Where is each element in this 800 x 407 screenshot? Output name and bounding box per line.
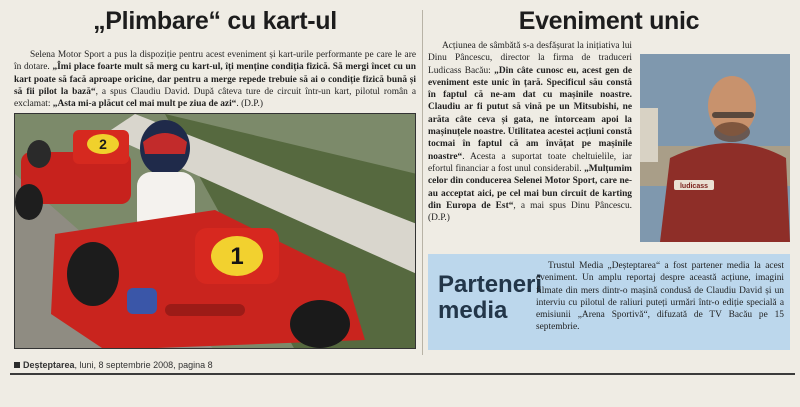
portrait-illustration	[640, 54, 790, 242]
right-article-body	[428, 40, 632, 224]
left-headline: „Plimbare“ cu kart-ul	[93, 7, 337, 35]
left-article-body	[14, 49, 416, 110]
left-body-quote: „Asta mi-a plăcut cel mai mult pe ziua de azi“	[52, 99, 237, 110]
page-footer	[14, 360, 213, 370]
footer-publication: Deșteptarea	[23, 360, 75, 370]
left-article	[14, 6, 416, 358]
portrait-photo	[640, 54, 790, 242]
media-partner-title	[438, 271, 543, 324]
back-kart-number: 2	[99, 136, 107, 152]
right-headline: Eveniment unic	[518, 7, 700, 35]
kart-photo	[14, 113, 416, 349]
footer-details: , luni, 8 septembrie 2008, pagina 8	[74, 360, 213, 370]
left-body-part: , a spus Claudiu David. După câteva ture de circuit într-un kart, pilotul român a exclamat:	[14, 86, 416, 110]
left-body-part: . (D.P.)	[236, 99, 263, 110]
right-body-part: Acțiunea de sâmbătă s-a desfășurat la inițiativa lui Dinu Pâncescu, director la firma de traduceri Ludicass Bacău:	[428, 41, 632, 76]
right-body-quote: „Mulțumim celor din conducerea Selenei Motor Sport, care ne-au acceptat aici, pe cel mai bun circuit de karting din Europa de Est“	[428, 163, 632, 211]
media-partner-text: Trustul Media „Deșteptarea“ a fost partener media la acest eveniment. Un amplu reportaj despre această acțiune, imagini filmate din mers dintr-o mașină condusă de Claudiu David și un interviu cu pilotul de raliuri puteți urmări într-o ediție specială a emisiunii „Arena Sportivă“, difuzată de TV Bacău pe 15 septembrie.	[536, 261, 784, 333]
media-title-line2: media	[438, 297, 508, 324]
right-body-part: , a mai spus Dinu Pâncescu. (D.P.)	[428, 200, 632, 224]
right-article	[428, 6, 790, 358]
footer-square-icon	[14, 362, 20, 368]
front-kart-number: 1	[230, 243, 244, 270]
media-title-line1: Parteneri	[438, 271, 543, 298]
footer-rule	[10, 373, 795, 375]
right-body-quote: „Din câte cunosc eu, acest gen de eveniment este unic în țară. Specificul său constă în faptul că ne-am dat cu mașinile noastre. Claudiu ar fi putut să vină pe un Mitsubishi, ne arăta câte ceva și gata, ne întorceam apoi la mașinuțele noastre. Utilitatea acestei acțiuni constă tocmai în faptul că am învățat pe mașinile noastre“	[428, 65, 632, 162]
left-body-quote: „Îmi place foarte mult să merg cu kart-ul, îți menține condiția fizică. Să mergi încet cu un kart poate să facă aproape oricine, dar pentru a merge repede trebuie să ai o condiție fizică bună și să fii pilot la bază“	[14, 62, 416, 97]
kart-photo-illustration	[15, 114, 416, 349]
right-body-part: . Acesta a suportat toate cheltuielile, iar efortul financiar a fost unul considerabil.	[428, 151, 632, 174]
shirt-logo-text: ludicass	[679, 183, 709, 190]
left-body-part: Selena Motor Sport a pus la dispoziție pentru acest eveniment și kart-urile performante pe care le are în dotare.	[14, 50, 416, 73]
media-partner-box	[428, 254, 790, 350]
event-story	[428, 36, 790, 246]
column-divider	[422, 10, 423, 355]
